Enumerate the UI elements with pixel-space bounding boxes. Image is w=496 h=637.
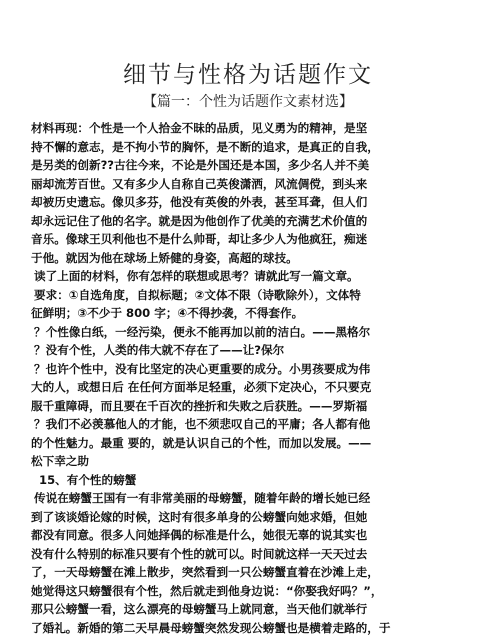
body-line: 持不懈的意志，是不拘小节的胸怀，是不断的追求，是真正的自我， (31, 138, 470, 157)
body-line: 服千重障碍，而且要在千百次的挫折和失败之后获胜。——罗斯福 (31, 397, 470, 416)
body-line: 传说在螃蟹王国有一有非常美丽的母螃蟹，随着年龄的增长她已经 (31, 489, 470, 508)
body-line: ？我们不必羡慕他人的才能，也不须悲叹自己的平庸；各人都有他 (31, 415, 470, 434)
document-subtitle: 【篇一：个性为话题作文素材选】 (0, 92, 496, 112)
body-line: 了婚礼。新婚的第二天早晨母螃蟹突然发现公螃蟹也是横着走路的，于 (31, 619, 470, 637)
body-line: 要求：①自选角度，自拟标题；②文体不限（诗歌除外），文体特 (31, 286, 470, 305)
body-line: 的个性魅力。最重 要的，就是认识自己的个性，而加以发展。—— (31, 434, 470, 453)
body-line: 征鲜明；③不少于 800 字；④不得抄袭，不得套作。 (31, 304, 470, 323)
document-title: 细节与性格为话题作文 (0, 60, 496, 90)
body-line: 音乐。像球王贝利他也不是什么帅哥，却让多少人为他疯狂，痴迷 (31, 230, 470, 249)
body-line: 都没有同意。很多人问她择偶的标准是什么，她很无辜的说其实也 (31, 526, 470, 545)
body-line: 松下幸之助 (31, 452, 470, 471)
body-line: 是另类的创新??古往今来，不论是外国还是本国，多少名人并不美 (31, 156, 470, 175)
body-line: 丽却流芳百世。又有多少人自称自己英俊潇洒，风流倜傥，到头来 (31, 175, 470, 194)
body-line: ？也许个性中，没有比坚定的决心更重要的成分。小男孩要成为伟 (31, 360, 470, 379)
body-line: 她觉得这只螃蟹很有个性，然后就走到他身边说：“你娶我好吗？”， (31, 582, 470, 601)
body-line: 于他。就因为他在球场上矫健的身姿，高超的球技。 (31, 249, 470, 268)
body-line: ？没有个性，人类的伟大就不存在了——让?保尔 (31, 341, 470, 360)
document-body (31, 119, 470, 637)
body-line: 那只公螃蟹一看，这么漂亮的母螃蟹马上就同意，当天他们就举行 (31, 600, 470, 619)
body-line: 却永远记住了他的名字。就是因为他创作了优美的充满艺术价值的 (31, 212, 470, 231)
body-line: 却被历史遗忘。像贝多芬，他没有英俊的外表，甚至耳聋，但人们 (31, 193, 470, 212)
body-line: 材料再现：个性是一个人拾金不昧的品质，见义勇为的精神，是坚 (31, 119, 470, 138)
body-line: 大的人，或想日后 在任何方面举足轻重，必须下定决心，不只要克 (31, 378, 470, 397)
body-line: ？个性像白纸，一经污染，便永不能再加以前的洁白。——黑格尔 (31, 323, 470, 342)
body-line: 没有什么特别的标准只要有个性的就可以。时间就这样一天天过去 (31, 545, 470, 564)
section-heading: 15、有个性的螃蟹 (31, 471, 470, 490)
body-line: 了，一天母螃蟹在滩上散步，突然看到一只公螃蟹直着在沙滩上走， (31, 563, 470, 582)
body-line: 到了该谈婚论嫁的时候，这时有很多单身的公螃蟹向她求婚，但她 (31, 508, 470, 527)
body-line: 读了上面的材料，你有怎样的联想或思考？请就此写一篇文章。 (31, 267, 470, 286)
